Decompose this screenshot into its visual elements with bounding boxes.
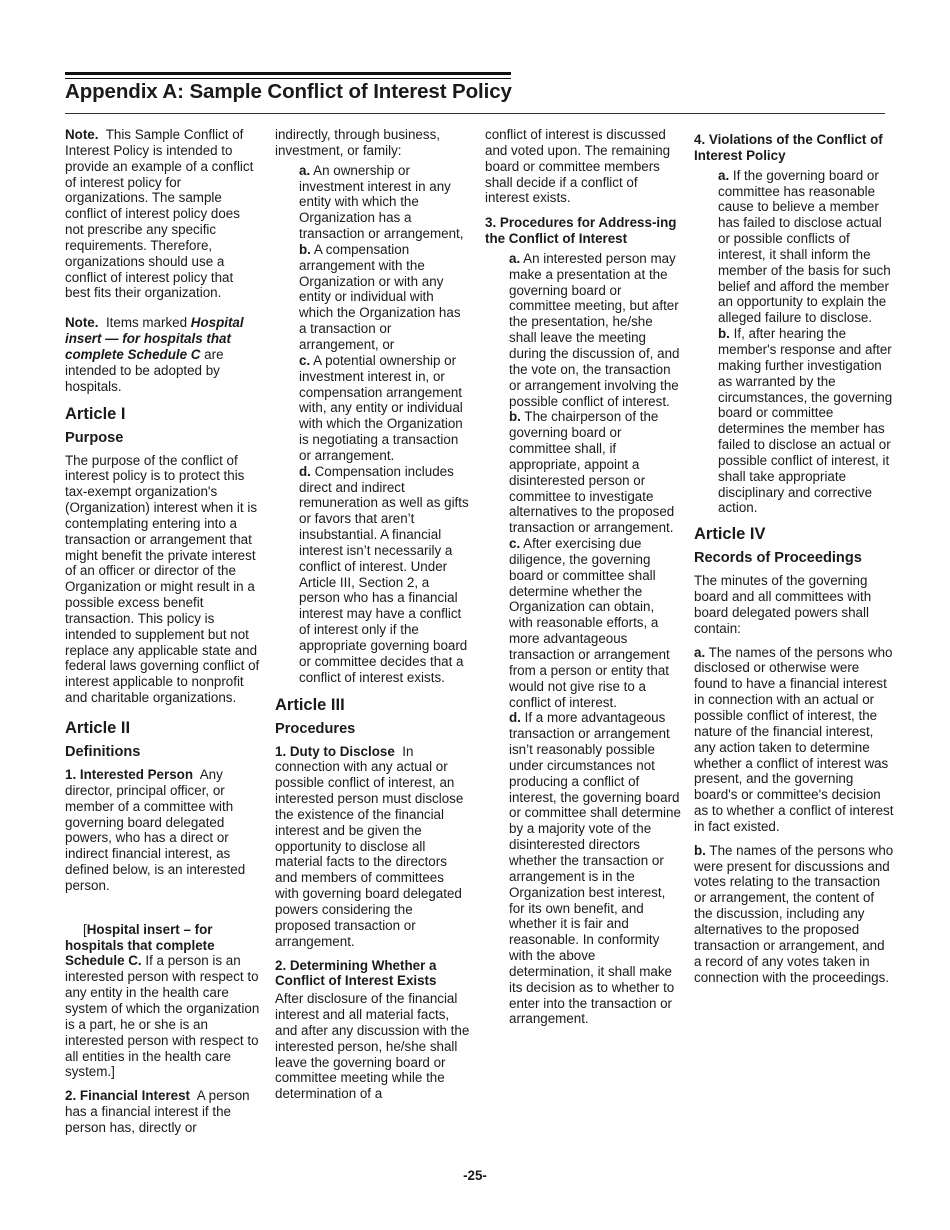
duty-to-disclose-section bbox=[275, 744, 471, 950]
section-label: 2. Financial Interest bbox=[65, 1088, 191, 1104]
item-letter: b. bbox=[509, 409, 521, 425]
violations-list bbox=[694, 168, 894, 517]
note-text: This Sample Conflict of Interest Policy is intended to provide an example of a conflict of interest policy for organizations. The sample conflict of interest policy does not prescribe any specific requirements. Therefore, organizations should use a conflict of interest policy that best fits their organization. bbox=[65, 127, 254, 301]
item-text: An interested person may make a presentation at the governing board or committee meeting, but after the presentation, he/she shall leave the meeting during the discussion of, and the vote on, the transaction or arrangement involving the possible conflict of interest. bbox=[509, 250, 680, 409]
list-item bbox=[718, 168, 894, 326]
item-text: The chairperson of the governing board or committee shall, if appropriate, appoint a disinterested person or committee to investigate alternatives to the proposed transaction or arrangement. bbox=[509, 409, 675, 536]
section-label: 1. Interested Person bbox=[65, 767, 194, 782]
list-item bbox=[299, 163, 471, 242]
item-letter: a. bbox=[718, 167, 730, 183]
purpose-text: The purpose of the conflict of interest policy is to protect this tax-exempt organization's (Organization) interest when it is contemplating entering into a transaction or arrangement that might benefit the private interest of an officer or director of the Organization or might result in a possible excess benefit transaction. This policy is intended to supplement but not replace any applicable state and federal laws governing conflict of interest applicable to nonprofit and charitable organizations. bbox=[65, 452, 260, 706]
section-label: 2. Determining Whether a Conflict of Interest Exists bbox=[275, 957, 437, 989]
item-text: If the governing board or committee has reasonable cause to believe a member has failed to disclose actual or possible conflicts of interest, it shall inform the member of the basis for such belief and afford the member an opportunity to explain the alleged failure to disclose. bbox=[718, 167, 891, 326]
list-item bbox=[509, 409, 681, 536]
article-3-heading: Article III bbox=[275, 695, 345, 714]
item-text: Compensation includes direct and indirect remuneration as well as gifts or favors that aren’t insubstantial. A financial interest isn’t necessarily a conflict of interest. Under Article III, Section 2, a person who has a financial interest may have a conflict of interest only if the appropriate governing board or committee decides that a conflict of interest exists. bbox=[299, 463, 469, 685]
page-number: -25- bbox=[463, 1168, 487, 1183]
list-item bbox=[694, 843, 894, 986]
list-item bbox=[299, 353, 471, 464]
column-1 bbox=[65, 127, 261, 1144]
header-rule-thin bbox=[65, 78, 511, 79]
list-item bbox=[509, 536, 681, 710]
column-4 bbox=[694, 127, 894, 993]
item-text: A potential ownership or investment interest in, or compensation arrangement with, any entity or individual with which the Organization is negotiating a transaction or arrangement. bbox=[299, 352, 463, 463]
item-letter: a. bbox=[299, 162, 311, 178]
item-letter: c. bbox=[509, 536, 521, 552]
article-2-subheading: Definitions bbox=[65, 744, 141, 760]
records-intro: The minutes of the governing board and all committees with board delegated powers shall contain: bbox=[694, 573, 872, 636]
note-label: Note. bbox=[65, 315, 99, 331]
note-label: Note. bbox=[65, 127, 99, 142]
article-4-subheading: Records of Proceedings bbox=[694, 550, 862, 567]
article-4-heading: Article IV bbox=[694, 525, 766, 544]
title-underline bbox=[65, 113, 885, 114]
item-text: An ownership or investment interest in any entity with which the Organization has a transaction or arrangement, bbox=[299, 162, 464, 242]
item-text: If a more advantageous transaction or arrangement isn’t reasonably possible under circumstances not producing a conflict of interest, the governing board or committee shall determine by a majority vote of the disinterested directors whether the transaction or arrangement is in the Organization best interest, for its own benefit, and whether it is fair and reasonable. In conformity with the above determination, it shall make its decision as to whether to enter into the transaction or arrangement. bbox=[509, 710, 681, 1027]
section-text: Any director, principal officer, or member of a committee with governing board delegated powers, who has a direct or indirect financial interest, as defined below, is an interested person. bbox=[65, 767, 246, 893]
page-title: Appendix A: Sample Conflict of Interest Policy bbox=[65, 80, 512, 103]
list-item bbox=[299, 242, 471, 353]
note-intro bbox=[65, 127, 261, 301]
column-2 bbox=[275, 127, 471, 1110]
item-text: After exercising due diligence, the governing board or committee shall determine whether the Organization can obtain, with reasonable efforts, a more advantageous transaction or arrangement from a person or entity that would not give rise to a conflict of interest. bbox=[509, 536, 670, 710]
hospital-insert-label: Hospital insert — for hospitals that complete Schedule C bbox=[65, 315, 244, 362]
bracket: [ bbox=[83, 921, 87, 937]
note-hospital bbox=[65, 315, 261, 394]
item-letter: b. bbox=[718, 326, 730, 342]
list-item bbox=[694, 645, 894, 835]
note-text: Items marked bbox=[105, 315, 191, 331]
item-letter: a. bbox=[694, 644, 706, 660]
list-item bbox=[509, 251, 681, 409]
list-item bbox=[299, 464, 471, 686]
article-2-heading: Article II bbox=[65, 719, 131, 737]
section-label: 1. Duty to Disclose bbox=[275, 743, 395, 759]
item-text: If, after hearing the member's response and after making further investigation as warranted by the circumstances, the governing board or committee determines the member has failed to disclose an actual or possible conflict of interest, it shall take appropriate disciplinary and corrective action. bbox=[718, 326, 893, 516]
item-letter: c. bbox=[299, 352, 311, 368]
interested-person-section bbox=[65, 767, 261, 894]
financial-interest-section bbox=[65, 1088, 261, 1136]
header-rule-thick bbox=[65, 72, 511, 75]
column-3 bbox=[485, 127, 681, 1027]
list-item bbox=[718, 326, 894, 516]
item-letter: d. bbox=[509, 710, 521, 726]
item-letter: b. bbox=[299, 241, 311, 257]
item-letter: d. bbox=[299, 463, 311, 479]
section-text: A person has a financial interest if the person has, directly or bbox=[65, 1088, 250, 1135]
determining-conflict-text: After disclosure of the financial interest and all material facts, and after any discussion with the interested person, he/she shall leave the governing board or committee meeting while the determination of a bbox=[275, 991, 470, 1102]
list-item bbox=[509, 710, 681, 1027]
article-1-heading: Article I bbox=[65, 404, 126, 423]
section-label: 3. Procedures for Address-ing the Conflict of Interest bbox=[485, 215, 677, 247]
financial-interest-list bbox=[275, 163, 471, 686]
item-letter: a. bbox=[509, 250, 521, 266]
note-text: are intended to be adopted by hospitals. bbox=[65, 346, 224, 394]
item-text: The names of the persons who disclosed or otherwise were found to have a financial interest in connection with an actual or possible conflict of interest, the nature of the financial interest, any action taken to determine whether a conflict of interest was present, and the governing board's or committee's decision as to whether a conflict of interest in fact existed. bbox=[694, 644, 894, 834]
item-text: A compensation arrangement with the Organization or with any entity or individual with which the Organization has a transaction or arrangement, or bbox=[299, 241, 461, 352]
item-text: The names of the persons who were present for discussions and votes relating to the transaction or arrangement, the content of the discussion, including any alternatives to the proposed transaction or arrangement, and a record of any votes taken in connection with the proceedings. bbox=[694, 842, 894, 985]
section-label: 4. Violations of the Conflict of Interest Policy bbox=[694, 132, 883, 163]
hospital-insert-section bbox=[65, 922, 261, 1080]
item-letter: b. bbox=[694, 842, 706, 858]
determining-conflict-continued: conflict of interest is discussed and voted upon. The remaining board or committee members shall decide if a conflict of interest exists. bbox=[485, 127, 671, 206]
section-text: In connection with any actual or possible conflict of interest, an interested person must disclose the existence of the financial interest and be given the opportunity to disclose all material facts to the directors and members of committees with governing board delegated powers considering the proposed transaction or arrangement. bbox=[275, 743, 464, 949]
article-1-subheading: Purpose bbox=[65, 429, 124, 446]
section-text: If a person is an interested person with respect to any entity in the health care system of which the organization is a part, he or she is an interested person with respect to all entities in the health care system.] bbox=[65, 953, 260, 1080]
procedures-list bbox=[485, 251, 681, 1027]
article-3-subheading: Procedures bbox=[275, 720, 356, 737]
hospital-insert-label: Hospital insert – for hospitals that complete Schedule C. bbox=[65, 921, 215, 969]
financial-interest-continued: indirectly, through business, investment, or family: bbox=[275, 127, 440, 158]
